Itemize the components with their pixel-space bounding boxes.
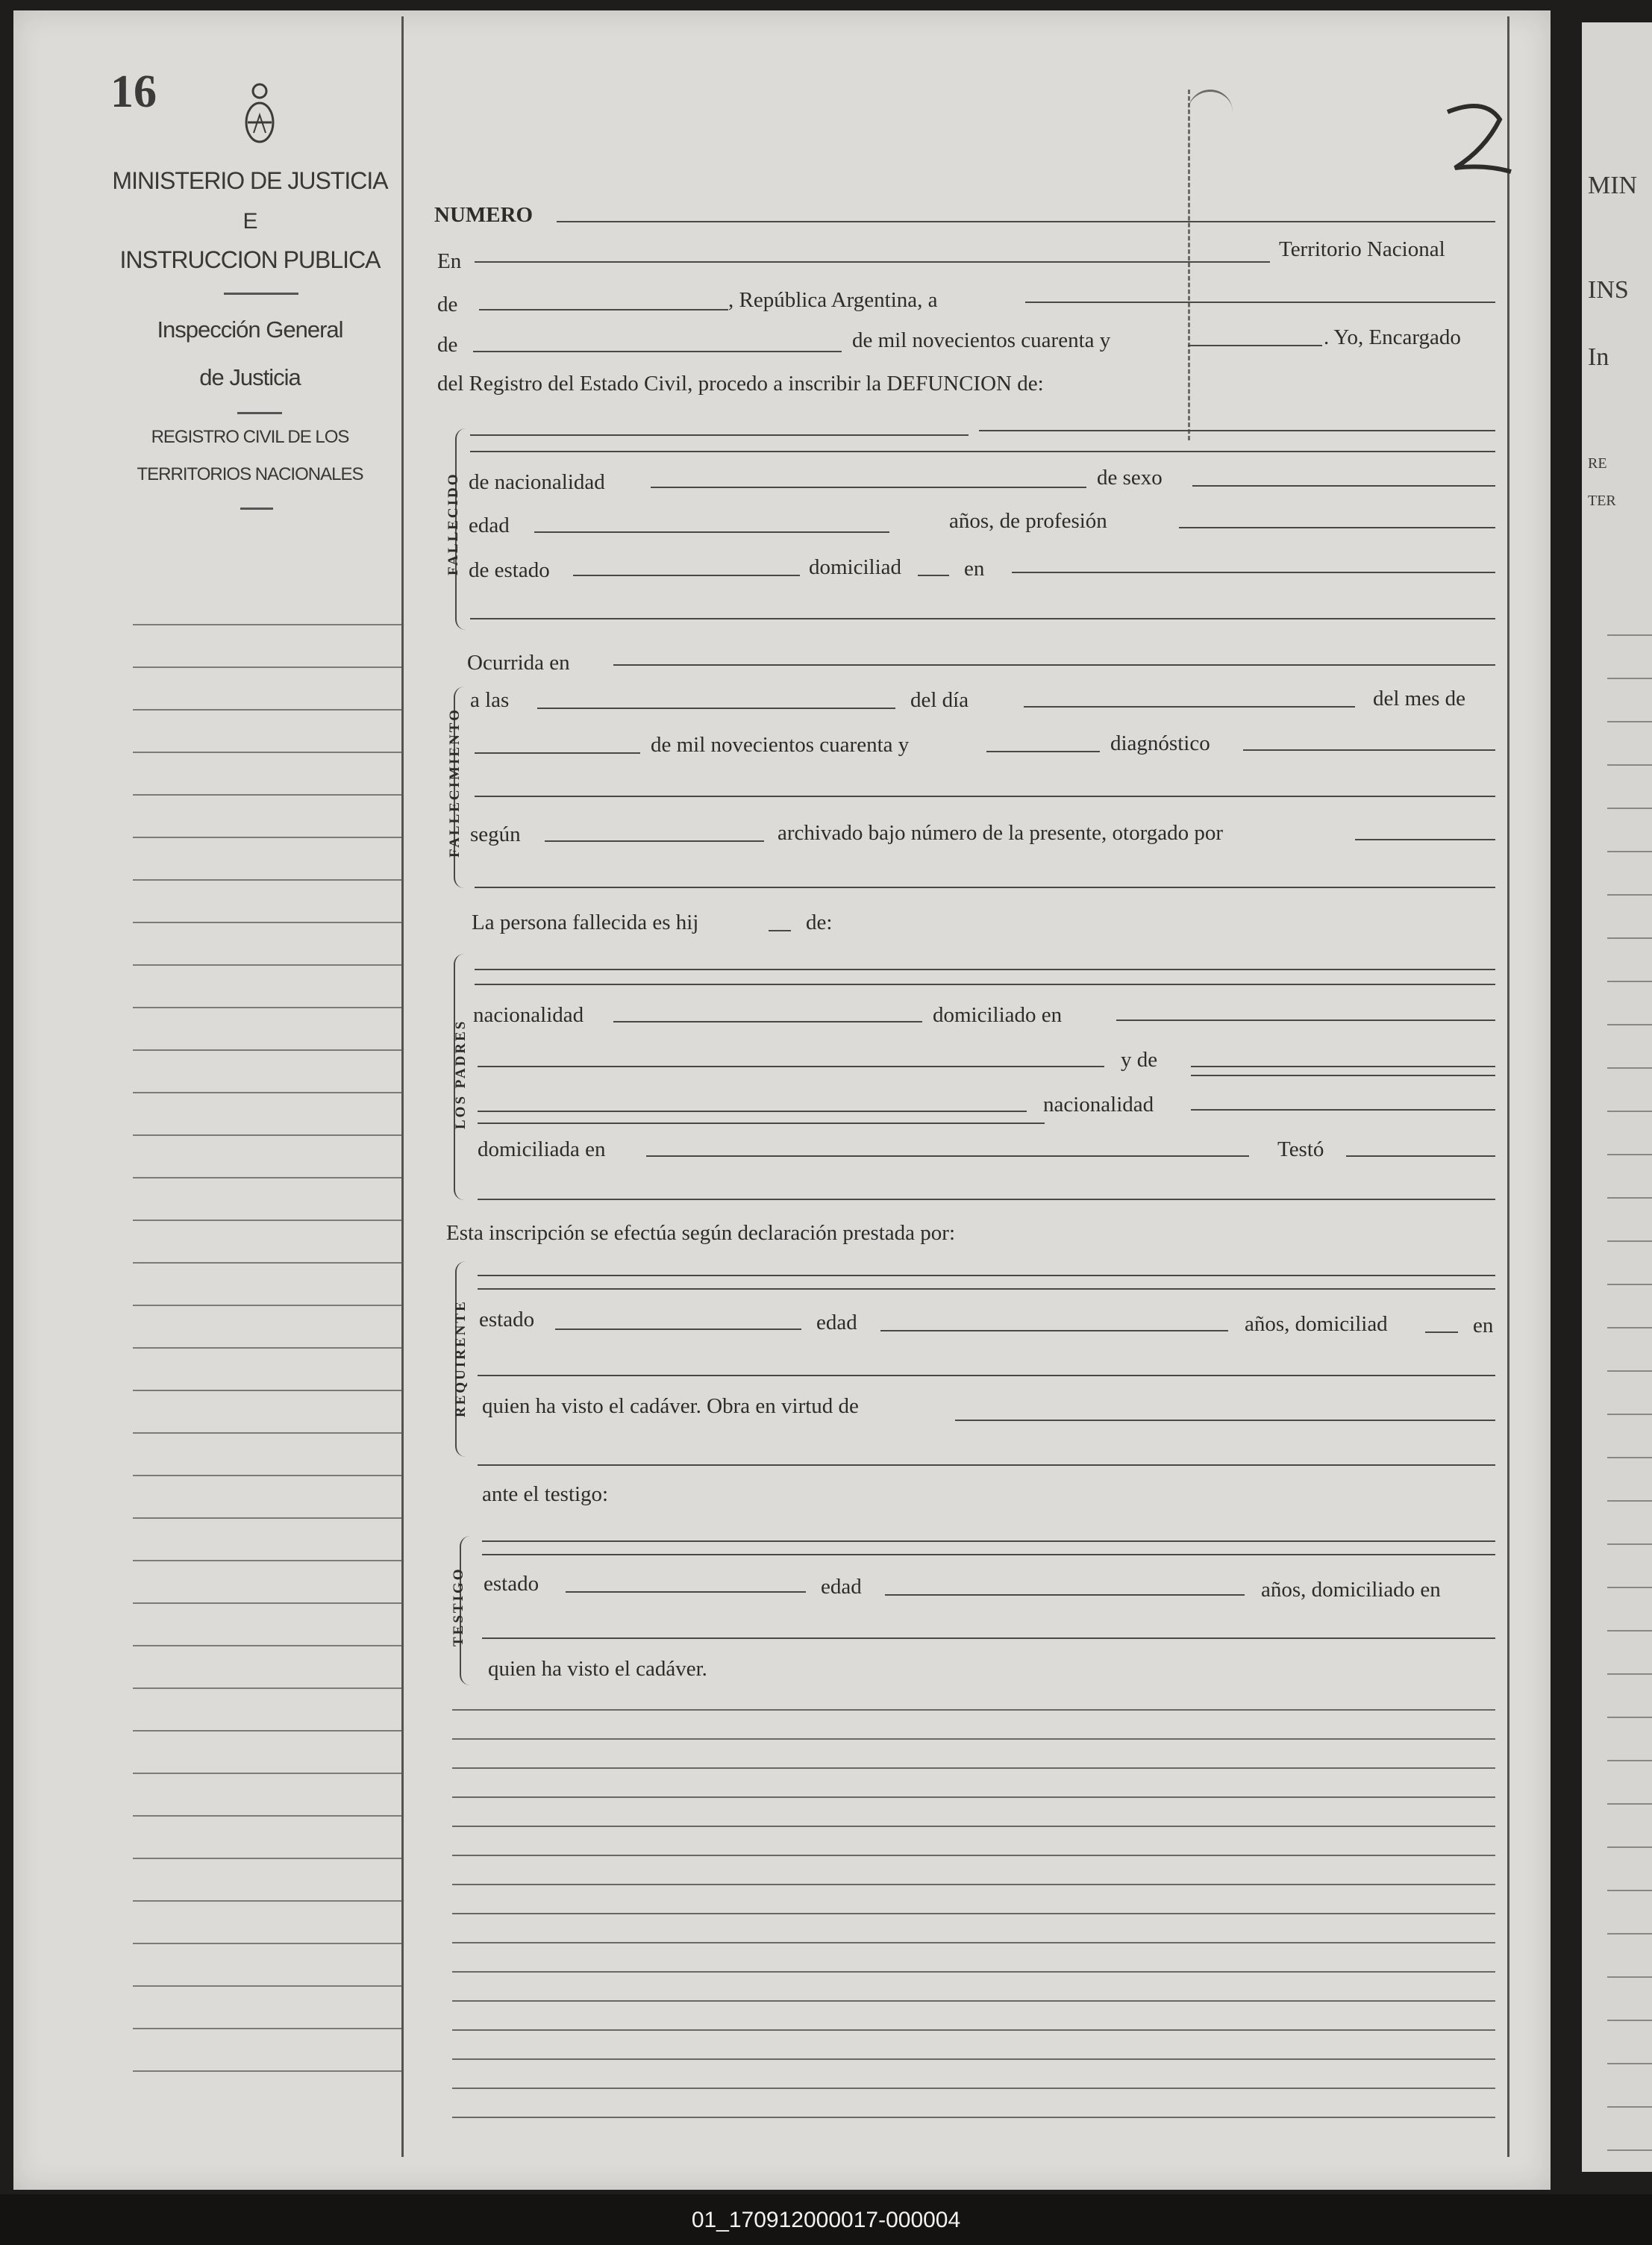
segun-field[interactable]: [545, 840, 764, 842]
estado-field[interactable]: [573, 575, 800, 576]
divider: [224, 293, 298, 295]
margin-ruled-line: [133, 1432, 401, 1434]
adjacent-ruled-line: [1607, 1284, 1652, 1285]
adjacent-ruled-line: [1607, 1457, 1652, 1458]
nacionalidad-madre-field[interactable]: [1191, 1109, 1495, 1111]
margin-ruled-line: [133, 1645, 401, 1646]
diagnostico-label: diagnóstico: [1110, 731, 1210, 755]
margin-ruled-line: [133, 794, 401, 796]
quien-req-label: quien ha visto el cadáver. Obra en virtud de: [482, 1394, 859, 1418]
diagnostico-field[interactable]: [1243, 749, 1495, 751]
ministry-line: E: [243, 209, 257, 234]
adjacent-ruled-line: [1607, 894, 1652, 896]
adjacent-ruled-line: [1607, 1717, 1652, 1718]
adjacent-ruled-line: [1607, 1414, 1652, 1415]
notes-ruled-line[interactable]: [452, 1884, 1495, 1885]
margin-ruled-line: [133, 1943, 401, 1944]
notes-ruled-line[interactable]: [452, 2088, 1495, 2089]
adjacent-fragment: RE: [1588, 455, 1607, 472]
del-mes-label: del mes de: [1373, 687, 1466, 711]
domicilio-padre-field-2[interactable]: [478, 1066, 1104, 1067]
sexo-field[interactable]: [1192, 485, 1495, 487]
a-las-label: a las: [470, 688, 510, 712]
nacionalidad-padre-field[interactable]: [613, 1021, 922, 1022]
margin-ruled-line: [133, 1390, 401, 1391]
profesion-label: años, de profesión: [949, 509, 1107, 533]
divider: [237, 412, 282, 414]
edad-testigo-label: edad: [821, 1575, 862, 1599]
margin-ruled-line: [133, 964, 401, 966]
adjacent-ruled-line: [1607, 2063, 1652, 2064]
margin-ruled-line: [133, 1815, 401, 1817]
y-de-label: y de: [1121, 1048, 1158, 1072]
republica-label: , República Argentina, a: [728, 288, 938, 312]
section-label-fallecimiento: FALLECIMIENTO: [447, 708, 463, 858]
de-label-2: de: [437, 333, 458, 357]
section-label-fallecido: FALLECIDO: [445, 472, 461, 575]
testo-label: Testó: [1277, 1137, 1324, 1161]
ocurrida-field[interactable]: [613, 664, 1495, 666]
margin-ruled-line: [133, 1858, 401, 1859]
adjacent-ruled-line: [1607, 1240, 1652, 1242]
margin-ruled-line: [133, 666, 401, 668]
notes-ruled-line[interactable]: [452, 2058, 1495, 2060]
margin-ruled-line: [133, 752, 401, 753]
adjacent-page: [1582, 22, 1652, 2172]
notes-ruled-line[interactable]: [452, 1709, 1495, 1711]
madre-nombre-field-2[interactable]: [1191, 1075, 1495, 1076]
nombre-field[interactable]: [470, 434, 969, 436]
adjacent-ruled-line: [1607, 1111, 1652, 1112]
adjacent-ruled-line: [1607, 2020, 1652, 2021]
filename-label: 01_170912000017-000004: [691, 2208, 961, 2232]
declarante-field[interactable]: [478, 1275, 1495, 1276]
margin-ruled-line: [133, 1687, 401, 1689]
domicilio-padre-field[interactable]: [1116, 1020, 1495, 1021]
de-field-2[interactable]: [473, 351, 842, 352]
madre-nombre-field-4[interactable]: [478, 1122, 1045, 1124]
margin-ruled-line: [133, 1900, 401, 1902]
adjacent-ruled-line: [1607, 2106, 1652, 2108]
archivado-label: archivado bajo número de la presente, otorgado por: [777, 821, 1223, 845]
margin-ruled-line: [133, 1092, 401, 1093]
margin-ruled-line: [133, 1305, 401, 1306]
adjacent-ruled-line: [1607, 1760, 1652, 1761]
padre-nombre-field-2[interactable]: [475, 984, 1495, 985]
adjacent-ruled-line: [1607, 851, 1652, 852]
edad-testigo-field[interactable]: [885, 1594, 1245, 1596]
edad-req-field[interactable]: [880, 1330, 1228, 1331]
registro-text: del Registro del Estado Civil, procedo a inscribir la DEFUNCION de:: [437, 372, 1044, 396]
testigo-nombre-field[interactable]: [482, 1540, 1495, 1542]
diagnostico-field-2[interactable]: [475, 796, 1495, 797]
requirente-intro: Esta inscripción se efectúa según declaración prestada por:: [446, 1221, 956, 1245]
notes-ruled-line[interactable]: [452, 2000, 1495, 2002]
edad-field[interactable]: [534, 531, 889, 533]
otorgado-field-2[interactable]: [475, 887, 1495, 888]
adjacent-ruled-line: [1607, 981, 1652, 982]
en-req-label: en: [1473, 1314, 1494, 1337]
adjacent-ruled-line: [1607, 634, 1652, 636]
quien-testigo-label: quien ha visto el cadáver.: [488, 1657, 707, 1681]
adjacent-ruled-line: [1607, 1673, 1652, 1675]
adjacent-fragment: MIN: [1588, 172, 1638, 199]
adjacent-ruled-line: [1607, 1370, 1652, 1372]
margin-ruled-line: [133, 1475, 401, 1476]
adjacent-ruled-line: [1607, 1846, 1652, 1848]
margin-ruled-line: [133, 624, 401, 625]
hora-field[interactable]: [537, 708, 895, 709]
adjacent-ruled-line: [1607, 1587, 1652, 1588]
domiciliada-label: domiciliada en: [478, 1137, 606, 1161]
adjacent-ruled-line: [1607, 1890, 1652, 1891]
adjacent-ruled-line: [1607, 678, 1652, 679]
year-field[interactable]: [1188, 345, 1322, 346]
mil-novecientos-label-2: de mil novecientos cuarenta y: [651, 733, 910, 757]
notes-ruled-line[interactable]: [452, 1855, 1495, 1856]
adjacent-ruled-line: [1607, 764, 1652, 766]
notes-ruled-line[interactable]: [452, 1826, 1495, 1827]
nacionalidad-label: de nacionalidad: [469, 470, 605, 494]
ministry-line: INSTRUCCION PUBLICA: [119, 246, 381, 273]
year-field-2[interactable]: [986, 751, 1100, 752]
ministry-line: MINISTERIO DE JUSTICIA: [112, 167, 388, 194]
margin-ruled-line: [133, 1007, 401, 1008]
domicilio-field-2[interactable]: [470, 618, 1495, 619]
adjacent-ruled-line: [1607, 1543, 1652, 1545]
dia-field[interactable]: [1024, 706, 1355, 708]
adjacent-ruled-line: [1607, 1803, 1652, 1805]
numero-field[interactable]: [557, 221, 1495, 222]
numero-label: NUMERO: [434, 203, 534, 227]
otorgado-field[interactable]: [1355, 839, 1495, 840]
margin-ruled-line: [133, 1773, 401, 1774]
margin-separator: [401, 16, 404, 2157]
nacionalidad-madre-label: nacionalidad: [1043, 1093, 1154, 1117]
domiciliad-label: domiciliad: [809, 555, 902, 579]
sexo-label: de sexo: [1097, 466, 1163, 490]
margin-ruled-line: [133, 1985, 401, 1987]
de-label: de: [437, 293, 458, 316]
edad-req-label: edad: [816, 1311, 857, 1334]
adjacent-ruled-line: [1607, 1067, 1652, 1069]
testo-field[interactable]: [1346, 1155, 1495, 1157]
profesion-field[interactable]: [1179, 527, 1495, 528]
notes-ruled-line[interactable]: [452, 1913, 1495, 1914]
margin-ruled-line: [133, 1220, 401, 1221]
domiciliado-label: domiciliado en: [933, 1003, 1063, 1027]
section-label-testigo: TESTIGO: [451, 1567, 466, 1646]
adjacent-ruled-line: [1607, 1327, 1652, 1328]
page-number: 16: [110, 66, 157, 117]
nacionalidad-padre-label: nacionalidad: [473, 1003, 584, 1027]
notes-ruled-line[interactable]: [452, 1767, 1495, 1769]
mes-field[interactable]: [475, 752, 640, 754]
domiciliad-suffix-field[interactable]: [918, 575, 949, 576]
en-label: En: [437, 249, 462, 273]
adjacent-ruled-line: [1607, 1933, 1652, 1935]
notes-ruled-line[interactable]: [452, 1971, 1495, 1973]
madre-nombre-field-3[interactable]: [478, 1111, 1027, 1112]
nombre-field-3[interactable]: [470, 451, 1495, 452]
adjacent-fragment: INS: [1588, 276, 1629, 304]
inspection-line: Inspección General: [157, 316, 343, 343]
section-label-padres: LOS PADRES: [453, 1019, 469, 1129]
domicilio-req-field[interactable]: [478, 1375, 1495, 1376]
obra-field[interactable]: [955, 1420, 1495, 1421]
notes-ruled-line[interactable]: [452, 2029, 1495, 2031]
madre-nombre-field[interactable]: [1191, 1066, 1495, 1067]
inspection-line: de Justicia: [199, 364, 301, 390]
margin-ruled-line: [133, 1602, 401, 1604]
margin-ruled-line: [133, 1134, 401, 1136]
estado-testigo-field[interactable]: [566, 1591, 806, 1593]
adjacent-ruled-line: [1607, 808, 1652, 809]
segun-label: según: [470, 822, 521, 846]
margin-ruled-line: [133, 1560, 401, 1561]
nacionalidad-field[interactable]: [651, 487, 1086, 488]
margin-ruled-line: [133, 709, 401, 711]
edad-label: edad: [469, 513, 510, 537]
obra-field-2[interactable]: [478, 1464, 1495, 1466]
estado-req-field[interactable]: [555, 1328, 801, 1330]
domicilio-madre-field-2[interactable]: [478, 1199, 1495, 1200]
de-field[interactable]: [479, 309, 728, 310]
mil-novecientos-label: de mil novecientos cuarenta y: [852, 328, 1111, 352]
adjacent-ruled-line: [1607, 1500, 1652, 1502]
handwritten-mark: [1440, 97, 1515, 179]
estado-req-label: estado: [479, 1308, 535, 1331]
declarante-field-2[interactable]: [478, 1288, 1495, 1290]
del-dia-label: del día: [910, 688, 969, 712]
domiciliad-req-suffix-field[interactable]: [1425, 1331, 1458, 1333]
margin-ruled-line: [133, 1347, 401, 1349]
padres-intro: La persona fallecida es hij: [472, 911, 699, 934]
adjacent-ruled-line: [1607, 937, 1652, 939]
adjacent-ruled-line: [1607, 1154, 1652, 1155]
adjacent-ruled-line: [1607, 1976, 1652, 1978]
en-label-fallecido: en: [964, 557, 985, 581]
margin-ruled-line: [133, 1262, 401, 1264]
notes-ruled-line[interactable]: [452, 1942, 1495, 1943]
en-field[interactable]: [475, 261, 1270, 263]
divider: [240, 508, 273, 510]
adjacent-ruled-line: [1607, 721, 1652, 722]
notes-ruled-line[interactable]: [452, 2117, 1495, 2118]
margin-ruled-line: [133, 1730, 401, 1732]
testigo-nombre-field-2[interactable]: [482, 1554, 1495, 1555]
nombre-field-2[interactable]: [979, 430, 1495, 431]
adjacent-ruled-line: [1607, 1024, 1652, 1025]
estado-label: de estado: [469, 558, 550, 582]
padre-nombre-field[interactable]: [475, 969, 1495, 970]
margin-ruled-line: [133, 1049, 401, 1051]
page-border: [1507, 16, 1509, 2157]
fecha-field[interactable]: [1025, 302, 1495, 303]
estado-testigo-label: estado: [484, 1572, 539, 1596]
ocurrida-label: Ocurrida en: [467, 651, 570, 675]
notes-ruled-line[interactable]: [452, 1796, 1495, 1798]
margin-ruled-line: [133, 1177, 401, 1178]
margin-ruled-line: [133, 879, 401, 881]
padres-intro-end: de:: [806, 911, 833, 934]
stamp-mark: [1188, 90, 1192, 440]
adjacent-ruled-line: [1607, 1630, 1652, 1632]
hij-suffix-field[interactable]: [769, 930, 791, 931]
adjacent-ruled-line: [1607, 2149, 1652, 2151]
domiciliad-req-label: años, domiciliad: [1245, 1312, 1388, 1336]
adjacent-fragment: In: [1588, 343, 1609, 371]
encargado-label: . Yo, Encargado: [1324, 325, 1461, 349]
domicilio-madre-field[interactable]: [646, 1155, 1249, 1157]
adjacent-fragment: TER: [1588, 493, 1616, 509]
margin-ruled-line: [133, 2028, 401, 2029]
testigo-intro: ante el testigo:: [482, 1482, 609, 1506]
registry-line: REGISTRO CIVIL DE LOS: [151, 427, 349, 447]
margin-ruled-line: [133, 922, 401, 923]
territorio-label: Territorio Nacional: [1279, 237, 1445, 261]
domicilio-testigo-field[interactable]: [482, 1637, 1495, 1639]
registry-line: TERRITORIOS NACIONALES: [137, 464, 363, 484]
notes-ruled-line[interactable]: [452, 1738, 1495, 1740]
margin-ruled-line: [133, 1517, 401, 1519]
coat-of-arms-icon: [243, 81, 276, 148]
domiciliado-testigo-label: años, domiciliado en: [1261, 1578, 1441, 1602]
margin-ruled-line: [133, 2070, 401, 2072]
adjacent-ruled-line: [1607, 1197, 1652, 1199]
domicilio-field[interactable]: [1012, 572, 1495, 573]
section-label-requirente: REQUIRENTE: [453, 1299, 469, 1417]
margin-ruled-line: [133, 837, 401, 838]
